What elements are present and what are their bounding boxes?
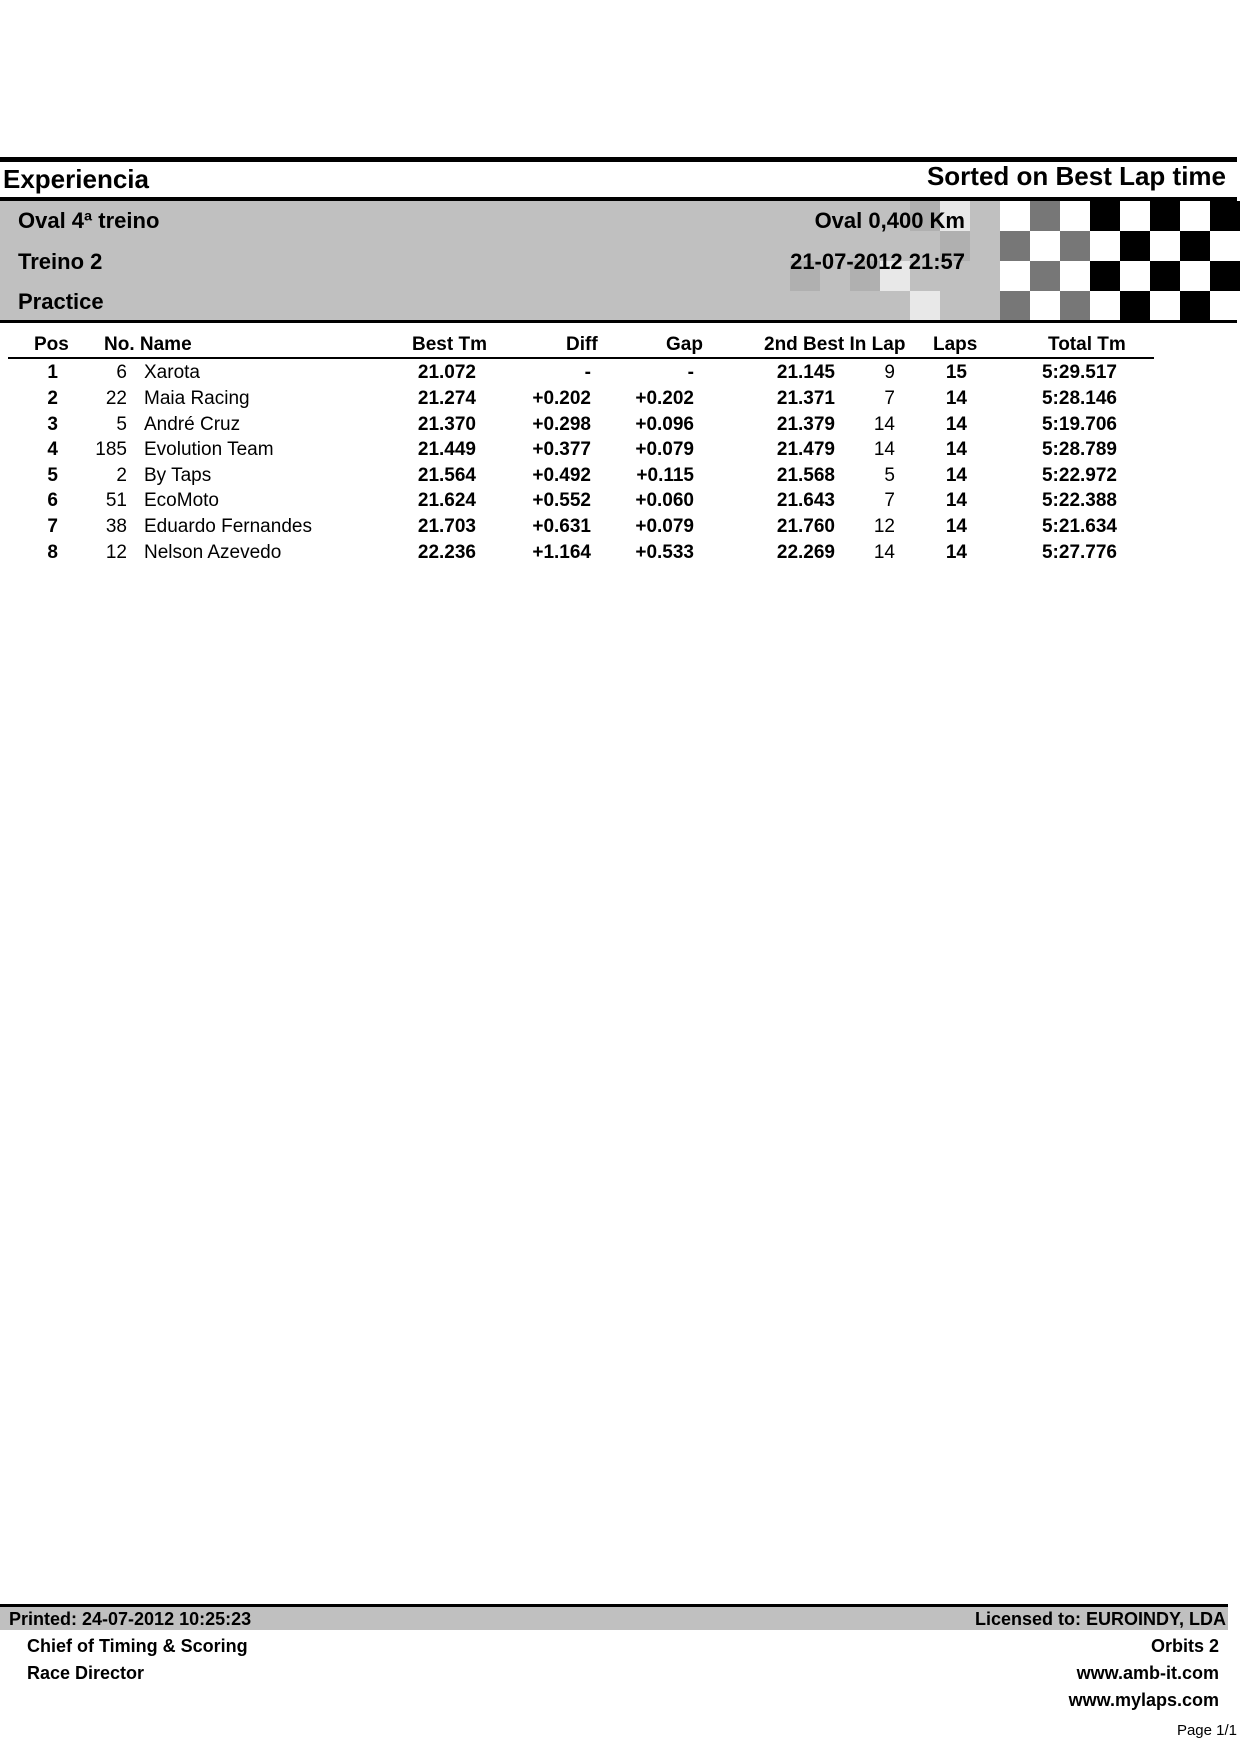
name-cell: André Cruz — [144, 414, 241, 435]
second-best-cell: 21.760 — [776, 516, 835, 537]
track-length: Oval 0,400 Km — [814, 208, 965, 233]
laps-cell: 14 — [945, 414, 967, 435]
total-cell: 5:28.789 — [1041, 439, 1117, 460]
software-name: Orbits 2 — [1150, 1636, 1219, 1656]
website-mylaps: www.mylaps.com — [1068, 1690, 1219, 1710]
flag-square — [1000, 231, 1030, 261]
best-cell: 21.564 — [417, 465, 476, 486]
table-row — [0, 439, 1240, 464]
best-cell: 21.370 — [417, 414, 476, 435]
gap-cell: +0.202 — [635, 388, 694, 409]
gap-cell: - — [687, 362, 694, 383]
second-best-cell: 21.643 — [776, 490, 835, 511]
flag-square — [1120, 291, 1150, 321]
no-cell: 185 — [95, 439, 127, 460]
col-diff: Diff — [566, 334, 598, 355]
no-cell: 2 — [116, 465, 127, 486]
laps-cell: 14 — [945, 439, 967, 460]
col-pos: Pos — [34, 334, 69, 355]
flag-square — [1120, 231, 1150, 261]
total-cell: 5:22.972 — [1041, 465, 1117, 486]
best-cell: 21.449 — [417, 439, 476, 460]
race-director-label: Race Director — [27, 1663, 145, 1683]
pos-cell: 4 — [47, 439, 58, 460]
table-row — [0, 362, 1240, 387]
col-no-name: No. Name — [104, 334, 192, 355]
flag-square — [1090, 231, 1120, 261]
name-cell: Nelson Azevedo — [144, 542, 282, 563]
pos-cell: 8 — [47, 542, 58, 563]
flag-square — [1090, 261, 1120, 291]
gap-cell: +0.079 — [635, 439, 694, 460]
session-datetime: 21-07-2012 21:57 — [790, 249, 965, 274]
chief-of-timing-label: Chief of Timing & Scoring — [27, 1636, 248, 1656]
flag-square — [1180, 201, 1210, 231]
pos-cell: 2 — [47, 388, 58, 409]
flag-square — [1000, 291, 1030, 321]
flag-square — [1150, 291, 1180, 321]
in-lap-cell: 14 — [873, 414, 895, 435]
name-cell: Xarota — [144, 362, 200, 383]
col-second-best-in-lap: 2nd Best In Lap — [764, 334, 906, 355]
laps-cell: 15 — [945, 362, 967, 383]
second-best-cell: 22.269 — [776, 542, 835, 563]
second-best-cell: 21.479 — [776, 439, 835, 460]
total-cell: 5:19.706 — [1041, 414, 1117, 435]
diff-cell: +0.298 — [532, 414, 591, 435]
second-best-cell: 21.371 — [776, 388, 835, 409]
col-best: Best Tm — [412, 334, 487, 355]
diff-cell: +1.164 — [532, 542, 591, 563]
flag-square — [1060, 261, 1090, 291]
flag-square — [1120, 261, 1150, 291]
laps-cell: 14 — [945, 465, 967, 486]
table-row — [0, 516, 1240, 541]
page-number: Page 1/1 — [1176, 1722, 1237, 1739]
flag-square — [1120, 201, 1150, 231]
in-lap-cell: 7 — [884, 388, 895, 409]
col-total: Total Tm — [1048, 334, 1126, 355]
flag-square — [1030, 231, 1060, 261]
flag-square — [1150, 231, 1180, 261]
flag-square — [1030, 291, 1060, 321]
flag-square — [1210, 261, 1240, 291]
flag-square — [1000, 261, 1030, 291]
laps-cell: 14 — [945, 516, 967, 537]
flag-square — [1060, 291, 1090, 321]
flag-square — [1030, 261, 1060, 291]
flag-square — [1060, 231, 1090, 261]
laps-cell: 14 — [945, 388, 967, 409]
no-cell: 51 — [105, 490, 127, 511]
name-cell: By Taps — [144, 465, 212, 486]
flag-square — [1030, 201, 1060, 231]
flag-square — [1150, 201, 1180, 231]
column-header-rule — [8, 357, 1154, 359]
pos-cell: 6 — [47, 490, 58, 511]
flag-square — [1180, 291, 1210, 321]
flag-square — [1210, 201, 1240, 231]
gap-cell: +0.060 — [635, 490, 694, 511]
pos-cell: 7 — [47, 516, 58, 537]
session-run: Treino 2 — [18, 249, 103, 274]
in-lap-cell: 14 — [873, 542, 895, 563]
diff-cell: +0.492 — [532, 465, 591, 486]
table-row — [0, 490, 1240, 515]
header-bottom-rule — [0, 320, 1237, 323]
total-cell: 5:27.776 — [1041, 542, 1117, 563]
flag-square — [1000, 201, 1030, 231]
second-best-cell: 21.145 — [776, 362, 835, 383]
best-cell: 21.703 — [417, 516, 476, 537]
laps-cell: 14 — [945, 542, 967, 563]
col-laps: Laps — [933, 334, 978, 355]
no-cell: 6 — [116, 362, 127, 383]
name-cell: EcoMoto — [144, 490, 219, 511]
in-lap-cell: 12 — [873, 516, 895, 537]
flag-square — [1180, 231, 1210, 261]
flag-square — [1090, 291, 1120, 321]
in-lap-cell: 14 — [873, 439, 895, 460]
in-lap-cell: 9 — [884, 362, 895, 383]
flag-square — [1210, 231, 1240, 261]
name-cell: Evolution Team — [144, 439, 274, 460]
licensed-to: Licensed to: EUROINDY, LDA — [974, 1609, 1226, 1629]
table-row — [0, 542, 1240, 567]
total-cell: 5:29.517 — [1041, 362, 1117, 383]
no-cell: 22 — [105, 388, 127, 409]
in-lap-cell: 5 — [884, 465, 895, 486]
best-cell: 21.072 — [417, 362, 476, 383]
diff-cell: +0.552 — [532, 490, 591, 511]
printed-date: Printed: 24-07-2012 10:25:23 — [9, 1609, 252, 1629]
flag-square — [1090, 201, 1120, 231]
pos-cell: 5 — [47, 465, 58, 486]
gap-cell: +0.115 — [636, 465, 694, 486]
session-name: Oval 4ª treino — [18, 208, 160, 233]
best-cell: 21.274 — [417, 388, 476, 409]
table-row — [0, 388, 1240, 413]
name-cell: Eduardo Fernandes — [144, 516, 312, 537]
flag-square — [1060, 201, 1090, 231]
laps-cell: 14 — [945, 490, 967, 511]
flag-square — [910, 291, 940, 321]
diff-cell: - — [584, 362, 591, 383]
no-cell: 5 — [116, 414, 127, 435]
website-amb: www.amb-it.com — [1076, 1663, 1219, 1683]
flag-square — [1210, 291, 1240, 321]
total-cell: 5:28.146 — [1041, 388, 1117, 409]
in-lap-cell: 7 — [884, 490, 895, 511]
gap-cell: +0.079 — [635, 516, 694, 537]
table-row — [0, 465, 1240, 490]
col-gap: Gap — [666, 334, 703, 355]
flag-square — [1150, 261, 1180, 291]
diff-cell: +0.631 — [532, 516, 591, 537]
no-cell: 12 — [105, 542, 127, 563]
best-cell: 22.236 — [417, 542, 476, 563]
second-best-cell: 21.379 — [776, 414, 835, 435]
diff-cell: +0.377 — [532, 439, 591, 460]
total-cell: 5:22.388 — [1041, 490, 1117, 511]
session-type: Practice — [18, 289, 104, 314]
name-cell: Maia Racing — [144, 388, 250, 409]
event-title: Experiencia — [3, 164, 149, 194]
total-cell: 5:21.634 — [1041, 516, 1117, 537]
best-cell: 21.624 — [417, 490, 476, 511]
no-cell: 38 — [105, 516, 127, 537]
pos-cell: 1 — [47, 362, 58, 383]
diff-cell: +0.202 — [532, 388, 591, 409]
gap-cell: +0.533 — [635, 542, 694, 563]
table-row — [0, 414, 1240, 439]
gap-cell: +0.096 — [635, 414, 694, 435]
pos-cell: 3 — [47, 414, 58, 435]
sort-label: Sorted on Best Lap time — [926, 161, 1226, 191]
second-best-cell: 21.568 — [776, 465, 835, 486]
flag-square — [1180, 261, 1210, 291]
